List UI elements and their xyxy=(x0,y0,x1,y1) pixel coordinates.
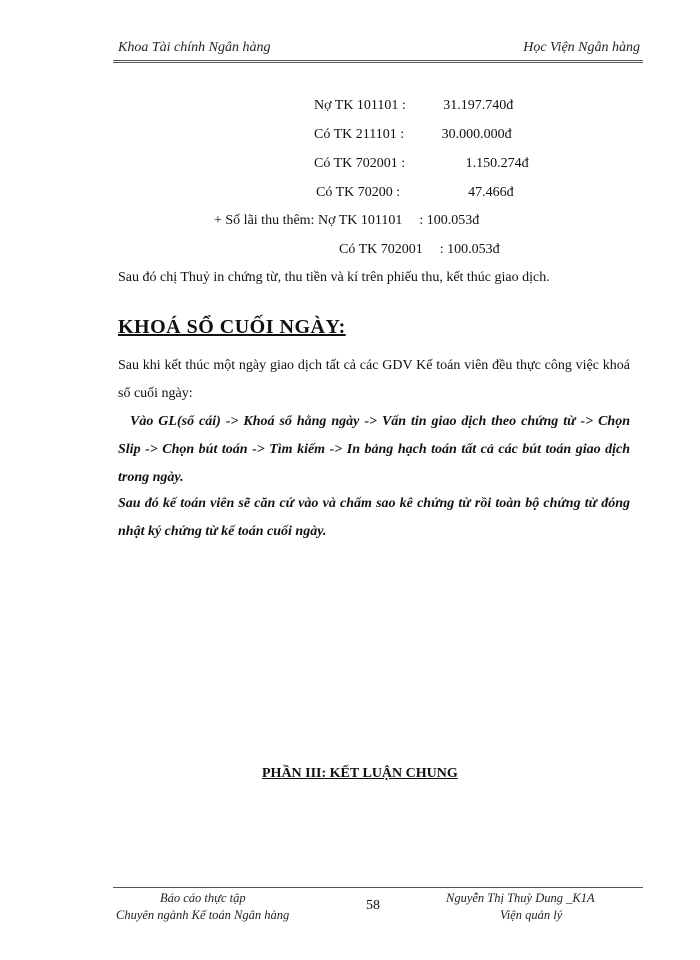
entry-row xyxy=(314,127,512,143)
header-left: Khoa Tài chính Ngân hàng xyxy=(118,40,271,55)
footer-right-line2: Viện quản lý xyxy=(500,908,563,922)
page-number: 58 xyxy=(366,898,380,913)
extra-credit-label: Có TK 702001 xyxy=(339,242,423,257)
entry-label: Có TK 70200 : xyxy=(316,185,401,200)
header-rule xyxy=(113,60,643,63)
entry-row xyxy=(314,156,529,172)
entry-amount: 1.150.274đ xyxy=(465,156,529,171)
extra-prefix: + Số lãi thu thêm: xyxy=(214,213,315,228)
part-heading: PHẦN III: KẾT LUẬN CHUNG xyxy=(262,766,458,781)
extra-interest-row xyxy=(214,213,479,229)
entry-amount: 47.466đ xyxy=(468,185,514,200)
footer-right-line1: Nguyễn Thị Thuỳ Dung _K1A xyxy=(446,891,595,905)
entry-row xyxy=(314,98,513,114)
section-steps: Vào GL(sổ cái) -> Khoá sổ hằng ngày -> Vấn tin giao dịch theo chứng từ -> Chọn Slip -> Chọn bút toán -> Tìm kiếm -> In bảng hạch toán tất cả các bút toán giao dịch trong ngày. xyxy=(118,414,630,485)
extra-credit-amount: : 100.053đ xyxy=(439,242,500,257)
entry-amount: 31.197.740đ xyxy=(443,98,514,113)
section-after: Sau đó kế toán viên sẽ căn cứ vào và chấm sao kê chứng từ rồi toàn bộ chứng từ đóng nhật ký chứng từ kế toán cuối ngày. xyxy=(118,496,630,539)
header-right: Học Viện Ngân hàng xyxy=(523,40,640,55)
section-heading: KHOÁ SỔ CUỐI NGÀY: xyxy=(118,316,346,338)
entry-row xyxy=(316,185,514,201)
entry-label: Nợ TK 101101 : xyxy=(314,98,406,113)
footer-left-line1: Báo cáo thực tập xyxy=(160,891,246,905)
entry-label: Có TK 702001 : xyxy=(314,156,406,171)
extra-debit-label: Nợ TK 101101 xyxy=(317,213,403,228)
footer-rule xyxy=(113,887,643,888)
footer-left-line2: Chuyên ngành Kế toán Ngân hàng xyxy=(116,908,290,922)
section-intro: Sau khi kết thúc một ngày giao dịch tất cả các GDV Kế toán viên đều thực công việc khoá sổ cuối ngày: xyxy=(118,358,630,401)
extra-debit-amount: : 100.053đ xyxy=(419,213,480,228)
after-text: Sau đó chị Thuỷ in chứng từ, thu tiền và kí trên phiếu thu, kết thúc giao dịch. xyxy=(118,270,550,285)
extra-credit-row xyxy=(339,242,500,258)
entry-amount: 30.000.000đ xyxy=(441,127,512,142)
entry-label: Có TK 211101 : xyxy=(314,127,405,142)
